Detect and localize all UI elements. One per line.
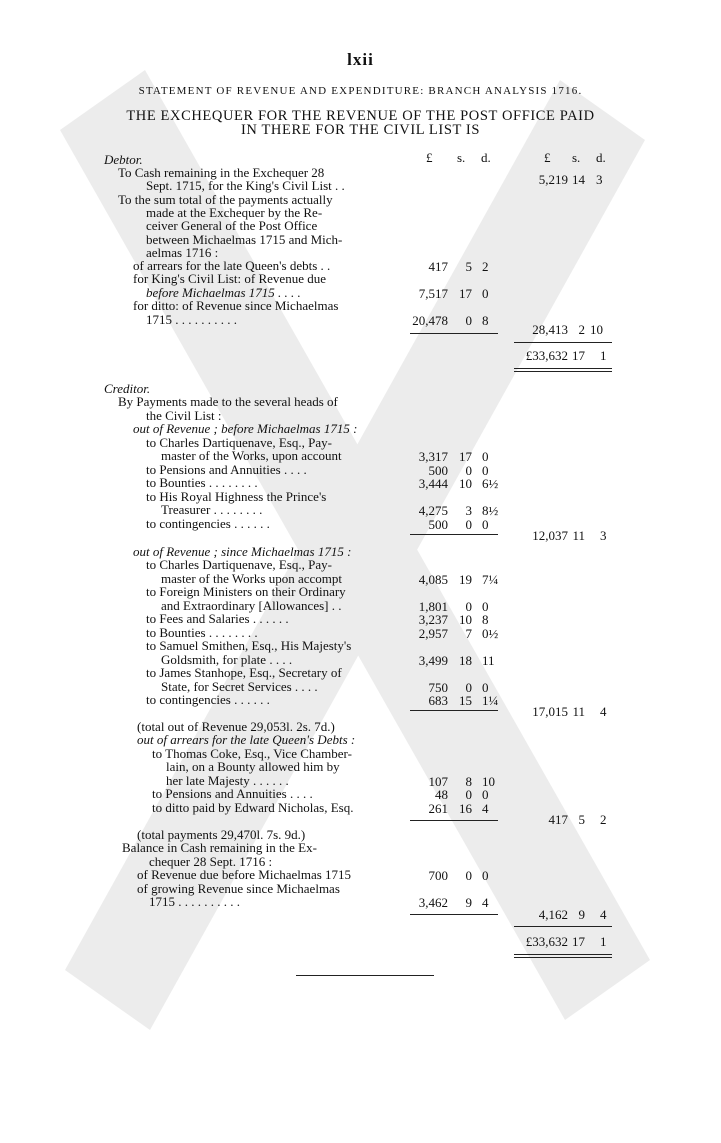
subtotal-pence: 4: [600, 907, 607, 922]
text-line: between Michaelmas 1715 and Mich-: [146, 232, 343, 247]
rule: [410, 820, 498, 821]
amount-shillings: 3: [465, 503, 472, 518]
amount-pounds: 1,801: [418, 599, 448, 614]
text-line: chequer 28 Sept. 1716 :: [149, 854, 273, 869]
text-line: ceiver General of the Post Office: [146, 218, 318, 233]
amount-pence: 10: [590, 322, 603, 337]
col-head-pence-inner: d.: [481, 150, 491, 165]
amount-shillings: 0: [465, 680, 472, 695]
col-head-pounds-inner: £: [426, 150, 433, 165]
subtotal-shillings: 11: [572, 528, 585, 543]
amount-pounds: 750: [428, 680, 448, 695]
amount-pounds: 7,517: [418, 286, 448, 301]
text-line: to Foreign Ministers on their Ordinary: [146, 584, 346, 599]
amount-pence: 0: [482, 463, 489, 478]
text-line: master of the Works, upon account: [161, 448, 342, 463]
amount-shillings: 0: [465, 517, 472, 532]
text-line: out of arrears for the late Queen's Debts :: [137, 732, 356, 747]
amount-shillings: 10: [459, 476, 472, 491]
amount-pence: 11: [482, 653, 495, 668]
amount-pounds: 4,085: [418, 572, 448, 587]
subtotal-pounds: 4,162: [538, 907, 568, 922]
amount-pence: 0: [482, 787, 489, 802]
text-line: To the sum total of the payments actually: [118, 192, 333, 207]
amount-pounds: 700: [428, 868, 448, 883]
text-line: to Bounties . . . . . . . .: [146, 475, 258, 490]
text-line: Treasurer . . . . . . . .: [161, 502, 263, 517]
text-line: 1715 . . . . . . . . . .: [149, 894, 240, 909]
amount-shillings: 2: [578, 322, 585, 337]
subtotal-shillings: 11: [572, 704, 585, 719]
text-line: to Pensions and Annuities . . . .: [146, 462, 307, 477]
text-line: for King's Civil List: of Revenue due: [133, 271, 326, 286]
subtotal-pence: 4: [600, 704, 607, 719]
amount-pounds: 417: [428, 259, 448, 274]
amount-pence: 8½: [482, 503, 499, 518]
rule: [410, 534, 498, 535]
creditor-grand-total-shillings: 17: [572, 934, 585, 949]
text-line: out of Revenue ; since Michaelmas 1715 :: [133, 544, 352, 559]
text-line: To Cash remaining in the Exchequer 28: [118, 165, 325, 180]
text-line: to ditto paid by Edward Nicholas, Esq.: [152, 800, 354, 815]
subtotal-pounds: 12,037: [532, 528, 568, 543]
running-head: STATEMENT OF REVENUE AND EXPENDITURE: BRANCH ANALYSIS 1716.: [138, 85, 583, 97]
double-rule: [514, 954, 612, 958]
col-head-pounds-outer: £: [544, 150, 551, 165]
text-line: out of Revenue ; before Michaelmas 1715 :: [133, 421, 358, 436]
amount-shillings: 0: [465, 599, 472, 614]
text-line: to Thomas Coke, Esq., Vice Chamber-: [152, 746, 352, 761]
text-line: to His Royal Highness the Prince's: [146, 489, 327, 504]
text-line: of Revenue due before Michaelmas 1715: [137, 867, 352, 882]
debtor-grand-total-pounds: £33,632: [525, 348, 568, 363]
end-rule: [296, 975, 434, 976]
amount-pence: 0: [482, 680, 489, 695]
text-line: to contingencies . . . . . .: [146, 516, 270, 531]
amount-shillings: 15: [459, 693, 472, 708]
text-line: to Fees and Salaries . . . . . .: [146, 611, 289, 626]
title-line-1: THE EXCHEQUER FOR THE REVENUE OF THE POST OFFICE PAID: [126, 108, 595, 124]
text-line: (total payments 29,470l. 7s. 9d.): [137, 827, 306, 842]
debtor-grand-total-pence: 1: [600, 348, 607, 363]
amount-pence: 8: [482, 313, 489, 328]
amount-pence: 7¼: [482, 572, 499, 587]
amount-pounds: 2,957: [418, 626, 448, 641]
amount-shillings: 0: [465, 313, 472, 328]
amount-pounds: 5,219: [538, 172, 568, 187]
text-line: By Payments made to the several heads of: [118, 394, 338, 409]
text-line: to contingencies . . . . . .: [146, 692, 270, 707]
amount-shillings: 17: [459, 449, 472, 464]
text-line: to Charles Dartiquenave, Esq., Pay-: [146, 557, 332, 572]
text-line: of arrears for the late Queen's debts . .: [133, 258, 331, 273]
amount-pence: 0: [482, 286, 489, 301]
debtor-grand-total-shillings: 17: [572, 348, 585, 363]
text-line: for ditto: of Revenue since Michaelmas: [133, 298, 339, 313]
debtor-heading: Debtor.: [104, 152, 143, 167]
amount-shillings: 0: [465, 868, 472, 883]
text-line: before Michaelmas 1715 . . . .: [146, 285, 301, 300]
amount-shillings: 7: [465, 626, 472, 641]
amount-shillings: 10: [459, 612, 472, 627]
amount-pounds: 3,317: [418, 449, 448, 464]
amount-pence: 8: [482, 612, 489, 627]
amount-pounds: 48: [435, 787, 448, 802]
amount-pence: 0½: [482, 626, 499, 641]
page-number: lxii: [347, 50, 374, 69]
amount-pounds: 683: [428, 693, 448, 708]
text-line: and Extraordinary [Allowances] . .: [161, 598, 342, 613]
text-line: Balance in Cash remaining in the Ex-: [122, 840, 317, 855]
subtotal-pence: 3: [600, 528, 607, 543]
rule: [410, 710, 498, 711]
amount-pounds: 20,478: [412, 313, 448, 328]
amount-shillings: 0: [465, 463, 472, 478]
amount-pounds: 3,444: [418, 476, 448, 491]
text-line: her late Majesty . . . . . .: [166, 773, 289, 788]
amount-pence: 4: [482, 801, 489, 816]
text-line: Sept. 1715, for the King's Civil List . .: [146, 178, 345, 193]
text-line: State, for Secret Services . . . .: [161, 679, 318, 694]
amount-pounds: 3,237: [418, 612, 448, 627]
amount-shillings: 17: [459, 286, 472, 301]
text-line: of growing Revenue since Michaelmas: [137, 881, 340, 896]
amount-pence: 2: [482, 259, 489, 274]
amount-pounds: 107: [428, 774, 448, 789]
amount-shillings: 5: [465, 259, 472, 274]
col-head-pence-outer: d.: [596, 150, 606, 165]
amount-pence: 6½: [482, 476, 499, 491]
amount-shillings: 18: [459, 653, 472, 668]
text-line: aelmas 1716 :: [146, 245, 219, 260]
text-line: to Pensions and Annuities . . . .: [152, 786, 313, 801]
amount-shillings: 19: [459, 572, 472, 587]
text-line: master of the Works upon accompt: [161, 571, 343, 586]
amount-pounds: 3,462: [418, 895, 448, 910]
amount-pounds: 500: [428, 463, 448, 478]
amount-shillings: 16: [459, 801, 472, 816]
text-line: to Samuel Smithen, Esq., His Majesty's: [146, 638, 352, 653]
text-line: 1715 . . . . . . . . . .: [146, 312, 237, 327]
creditor-grand-total-pounds: £33,632: [525, 934, 568, 949]
subtotal-shillings: 5: [578, 812, 585, 827]
creditor-heading: Creditor.: [104, 381, 151, 396]
amount-pounds: 261: [428, 801, 448, 816]
text-line: the Civil List :: [146, 408, 222, 423]
amount-pounds: 4,275: [418, 503, 448, 518]
amount-shillings: 14: [572, 172, 585, 187]
amount-shillings: 8: [465, 774, 472, 789]
amount-pence: 10: [482, 774, 495, 789]
amount-pounds: 28,413: [532, 322, 568, 337]
amount-shillings: 0: [465, 787, 472, 802]
rule: [514, 926, 612, 927]
amount-pounds: 3,499: [418, 653, 448, 668]
amount-pounds: 500: [428, 517, 448, 532]
col-head-shillings-inner: s.: [457, 150, 466, 165]
text-line: Goldsmith, for plate . . . .: [161, 652, 293, 667]
text-line: lain, on a Bounty allowed him by: [166, 759, 340, 774]
creditor-grand-total-pence: 1: [600, 934, 607, 949]
text-line: made at the Exchequer by the Re-: [146, 205, 323, 220]
rule: [410, 914, 498, 915]
subtotal-pounds: 417: [548, 812, 568, 827]
text-line: (total out of Revenue 29,053l. 2s. 7d.): [137, 719, 335, 734]
subtotal-pounds: 17,015: [532, 704, 568, 719]
amount-pence: 0: [482, 517, 489, 532]
title-line-2: IN THERE FOR THE CIVIL LIST IS: [241, 122, 480, 138]
rule: [514, 342, 612, 343]
amount-pence: 3: [596, 172, 603, 187]
text-line: to Bounties . . . . . . . .: [146, 625, 258, 640]
amount-pence: 0: [482, 599, 489, 614]
double-rule: [514, 368, 612, 372]
subtotal-shillings: 9: [578, 907, 585, 922]
amount-pence: 0: [482, 868, 489, 883]
text-line: to Charles Dartiquenave, Esq., Pay-: [146, 435, 332, 450]
amount-pence: 0: [482, 449, 489, 464]
col-head-shillings-outer: s.: [572, 150, 581, 165]
rule: [410, 333, 498, 334]
amount-shillings: 9: [465, 895, 472, 910]
amount-pence: 1¼: [482, 693, 499, 708]
subtotal-pence: 2: [600, 812, 607, 827]
amount-pence: 4: [482, 895, 489, 910]
text-line: to James Stanhope, Esq., Secretary of: [146, 665, 342, 680]
